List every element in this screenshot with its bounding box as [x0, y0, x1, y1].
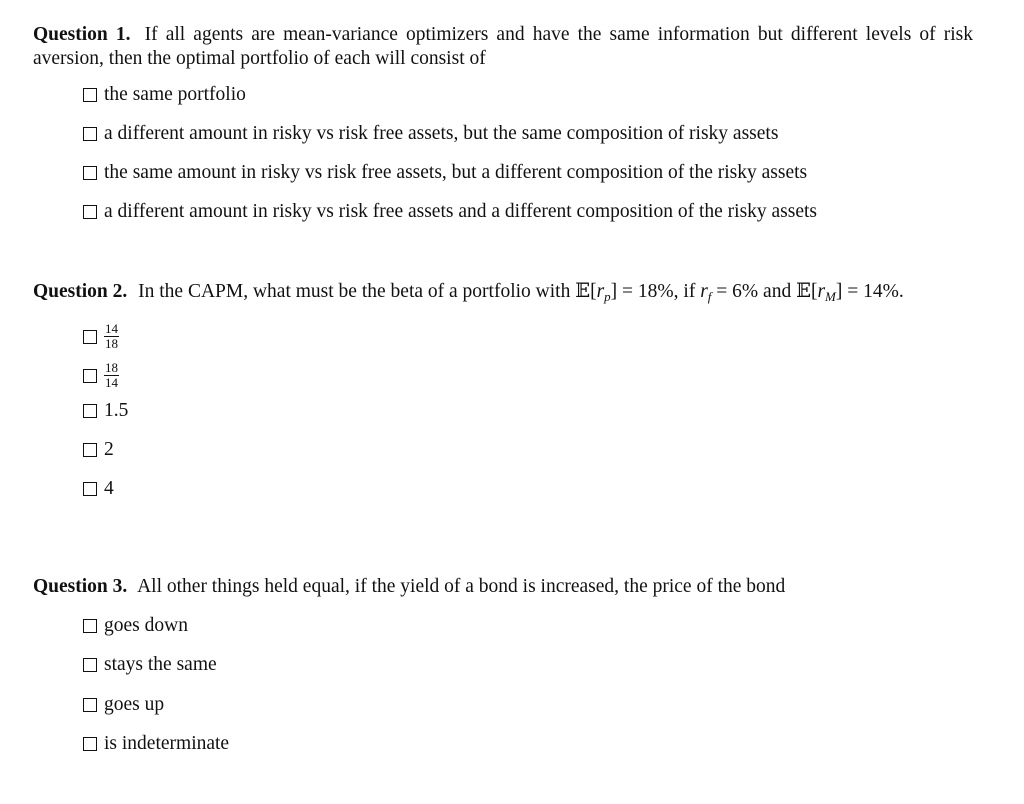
checkbox[interactable] — [83, 619, 97, 633]
checkbox[interactable] — [83, 658, 97, 672]
question-1-option-b[interactable] — [83, 122, 778, 146]
question-1-option-c[interactable] — [83, 161, 807, 185]
question-2 — [33, 279, 973, 499]
market-subscript: M — [825, 289, 836, 304]
question-2-option-d[interactable] — [83, 438, 114, 462]
checkbox[interactable] — [83, 166, 97, 180]
question-3 — [33, 575, 973, 754]
question-1-label: Question 1. — [33, 24, 131, 45]
question-3-option-a[interactable] — [83, 614, 188, 638]
expectation-symbol: 𝔼 — [796, 279, 811, 302]
checkbox[interactable] — [83, 127, 97, 141]
option-label: is indeterminate — [104, 733, 230, 754]
return-symbol: r — [817, 281, 826, 302]
question-1-option-d[interactable] — [83, 200, 817, 224]
question-1-text — [33, 23, 973, 71]
question-3-label: Question 3. — [33, 576, 128, 597]
question-3-option-d[interactable] — [83, 732, 229, 756]
question-1-body: If all agents are mean-variance optimizers and have the same information but different levels of risk aversion, then the optimal portfolio of each will consist of — [33, 24, 973, 69]
fraction-14-18 — [104, 323, 119, 350]
option-label: a different amount in risky vs risk free assets and a different composition of the risky assets — [104, 201, 818, 222]
checkbox[interactable] — [83, 369, 97, 383]
question-2-label: Question 2. — [33, 281, 128, 302]
question-1 — [33, 23, 973, 222]
checkbox[interactable] — [83, 443, 97, 457]
option-label: 4 — [104, 478, 114, 499]
denominator: 18 — [105, 336, 118, 351]
riskfree-rate: = 6% and — [716, 281, 792, 302]
option-label: 1.5 — [104, 400, 129, 421]
question-3-body: All other things held equal, if the yield of a bond is increased, the price of the bond — [137, 576, 786, 597]
option-label: goes up — [104, 694, 165, 715]
checkbox[interactable] — [83, 88, 97, 102]
numerator: 18 — [105, 360, 118, 375]
market-return: = 14%. — [847, 281, 904, 302]
checkbox[interactable] — [83, 698, 97, 712]
option-label: a different amount in risky vs risk free assets, but the same composition of risky assets — [104, 123, 779, 144]
numerator: 14 — [105, 321, 118, 336]
return-symbol: r — [596, 281, 605, 302]
question-2-intro: In the CAPM, what must be the beta of a portfolio with — [138, 281, 571, 302]
question-2-text: Question 2. In the CAPM, what must be the beta of a portfolio with $𝔼[r_p] = 18\%$, if $r_f = 6\%$ and $𝔼[r_M] = 14\%$. — [33, 279, 904, 304]
question-2-option-e[interactable] — [83, 477, 114, 501]
checkbox[interactable] — [83, 205, 97, 219]
denominator: 14 — [105, 375, 118, 390]
checkbox[interactable] — [83, 737, 97, 751]
question-3-option-b[interactable] — [83, 653, 217, 677]
checkbox[interactable] — [83, 404, 97, 418]
checkbox[interactable] — [83, 482, 97, 496]
question-3-text — [33, 575, 973, 599]
expected-return-portfolio: = 18%, if — [622, 281, 696, 302]
question-2-option-a[interactable] — [83, 323, 119, 350]
option-label: goes down — [104, 615, 188, 636]
riskfree-subscript: f — [707, 289, 712, 304]
expectation-symbol: 𝔼 — [575, 279, 591, 302]
fraction-18-14 — [104, 362, 119, 389]
option-label: 2 — [104, 439, 114, 460]
question-1-option-a[interactable] — [83, 83, 246, 107]
question-2-option-b[interactable] — [83, 362, 119, 389]
option-label: the same portfolio — [104, 84, 246, 105]
option-label: stays the same — [104, 654, 217, 675]
question-2-option-c[interactable] — [83, 399, 128, 423]
return-symbol: r — [700, 281, 708, 302]
checkbox[interactable] — [83, 330, 97, 344]
option-label: the same amount in risky vs risk free assets, but a different composition of the risky assets — [104, 162, 808, 183]
question-3-option-c[interactable] — [83, 693, 164, 717]
portfolio-subscript: p — [604, 289, 611, 304]
